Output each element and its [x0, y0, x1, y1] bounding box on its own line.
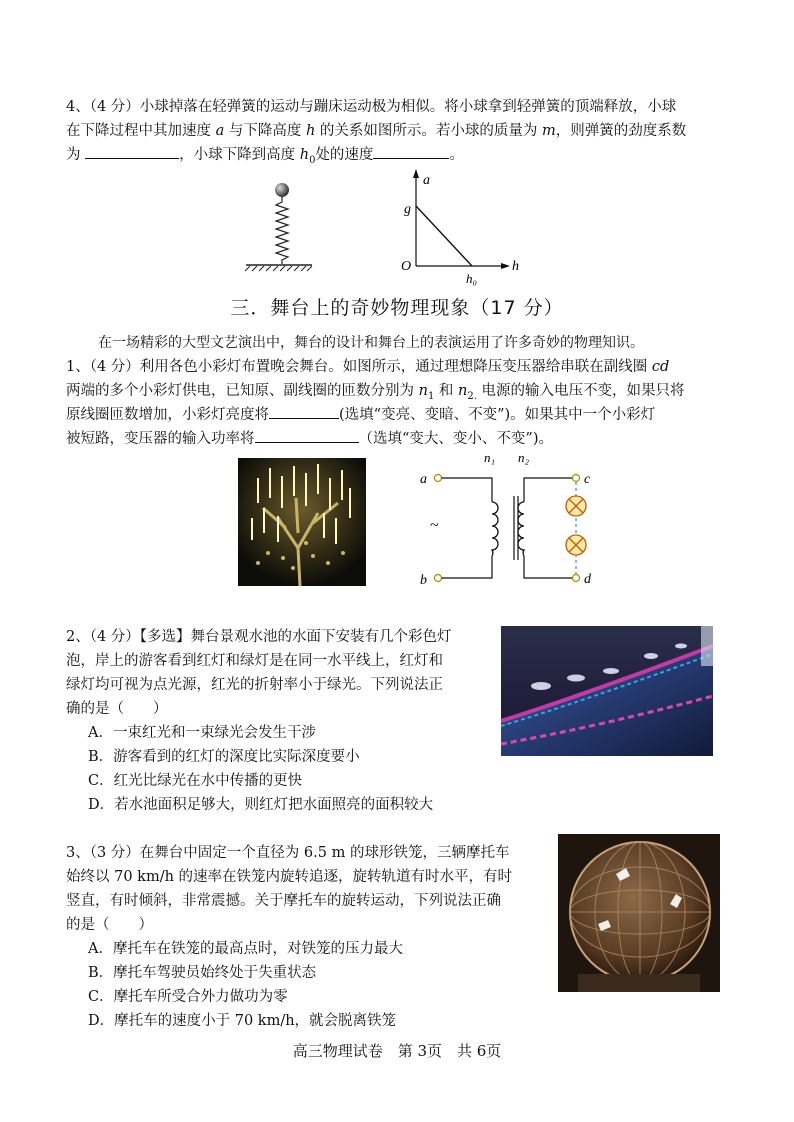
var-a: a: [215, 123, 225, 139]
terminal-b-label: b: [420, 573, 427, 588]
q4-line-2: [66, 120, 686, 142]
s3q3-option-a[interactable]: A．摩托车在铁笼的最高点时，对铁笼的压力最大: [88, 941, 403, 957]
graph-line: [416, 206, 472, 266]
q4-text: ，小球下降到高度: [179, 147, 300, 163]
ac-source-symbol: ~: [430, 517, 439, 534]
s3q1-line-4: [66, 428, 553, 450]
s3q2-option-b[interactable]: B．游客看到的红灯的深度比实际深度要小: [88, 749, 360, 765]
terminal-a: [435, 475, 442, 482]
section-intro: 在一场精彩的大型文艺演出中，舞台的设计和舞台上的表演运用了许多奇妙的物理知识。: [98, 335, 644, 351]
q4-text: 的关系如图所示。若小球的质量为: [315, 123, 543, 139]
terminal-a-label: a: [420, 472, 427, 487]
s3q3-option-c[interactable]: C．摩托车所受合外力做功为零: [88, 989, 288, 1005]
var-cd: cd: [651, 359, 670, 375]
answer-blank[interactable]: [269, 404, 339, 419]
spring: [276, 197, 288, 264]
label-h0: h₀: [466, 271, 478, 286]
sphere-cage-image: [558, 834, 720, 992]
s3q2-line-3: 绿灯均可视为点光源，红光的折射率小于绿光。下列说法正: [66, 677, 443, 693]
s3q1-text: 原线圈匝数增加，小彩灯亮度将: [66, 407, 269, 423]
s3q2-line-1: 2、（4 分）【多选】舞台景观水池的水面下安装有几个彩色灯: [66, 629, 452, 645]
s3q1-text: （选填“变大、变小、不变”)。: [358, 431, 553, 447]
page-footer: 高三物理试卷 第 3页 共 6页: [292, 1042, 502, 1060]
x-arrow: [501, 263, 510, 269]
s3q1-line-1: [66, 356, 669, 378]
label-origin: O: [401, 259, 412, 274]
s3q1-text: 两端的多个小彩灯供电，已知原、副线圈的匝数分别为: [66, 383, 419, 399]
s3q3-line-3: 竖直，有时倾斜，非常震撼。关于摩托车的旋转运动，下列说法正确: [66, 893, 501, 909]
terminal-d-label: d: [584, 572, 591, 587]
subscript: 1: [427, 390, 435, 402]
s3q1-text: 被短路，变压器的输入功率将: [66, 431, 255, 447]
answer-blank[interactable]: [255, 428, 359, 443]
spring-figure: [240, 180, 320, 272]
terminal-d: [573, 575, 580, 582]
axis-label-h: h: [512, 259, 519, 274]
var-n1: n: [418, 383, 428, 399]
s3q1-line-3: [66, 404, 655, 426]
q4-text: 。: [449, 147, 464, 163]
pool-lights-photo: [501, 626, 713, 756]
ball: [275, 183, 289, 197]
s3q2-option-c[interactable]: C．红光比绿光在水中传播的更快: [88, 773, 303, 789]
tree-lights-image: [238, 458, 366, 586]
y-arrow: [413, 169, 419, 178]
ground-hatch: [245, 266, 312, 271]
s3q1-text: (选填“变亮、变暗、不变”)。如果其中一个小彩灯: [339, 407, 656, 423]
terminal-b: [435, 575, 442, 582]
terminal-c: [573, 475, 580, 482]
axis-label-a: a: [423, 173, 430, 188]
var-h: h: [305, 123, 316, 139]
s3q3-line-4: 的是（ ）: [66, 917, 153, 933]
var-n2: n: [458, 383, 468, 399]
sphere-cage-photo: [558, 834, 720, 992]
acceleration-graph: [396, 166, 526, 286]
s3q3-option-b[interactable]: B．摩托车驾驶员始终处于失重状态: [88, 965, 317, 981]
q4-text: ，则弹簧的劲度系数: [555, 123, 687, 139]
secondary-coil: [518, 502, 524, 556]
primary-coil: [492, 502, 498, 556]
lamp-icon: [566, 535, 586, 555]
s3q3-line-1: 3、（3 分）在舞台中固定一个直径为 6.5 m 的球形铁笼，三辆摩托车: [66, 845, 510, 861]
s3q1-text: 电源的输入电压不变，如果只将: [476, 383, 685, 399]
subscript: 2.: [467, 390, 477, 402]
label-g: g: [404, 202, 411, 217]
pool-lights-image: [501, 626, 713, 756]
transformer-circuit: [418, 452, 608, 590]
s3q2-option-a[interactable]: A．一束红光和一束绿光会发生干涉: [88, 725, 316, 741]
s3q1-text: 和: [434, 383, 459, 399]
s3q3-option-d[interactable]: D．摩托车的速度小于 70 km/h，就会脱离铁笼: [88, 1013, 397, 1029]
section-title: 三．舞台上的奇妙物理现象（17 分）: [230, 297, 564, 319]
label-n2: n₂: [518, 452, 530, 465]
subscript: 0: [309, 154, 316, 166]
lamp-icon: [566, 496, 586, 516]
q4-text: 在下降过程中其加速度: [66, 123, 216, 139]
var-h0: h: [299, 147, 310, 163]
var-m: m: [542, 123, 556, 139]
terminal-c-label: c: [584, 472, 591, 487]
tree-lights-photo: [238, 458, 366, 586]
s3q3-line-2: 始终以 70 km/h 的速率在铁笼内旋转追逐，旋转轨道有时水平，有时: [66, 869, 513, 885]
answer-blank[interactable]: [373, 144, 449, 159]
answer-blank[interactable]: [85, 144, 179, 159]
q4-line-1: 4、（4 分）小球掉落在轻弹簧的运动与蹦床运动极为相似。将小球拿到轻弹簧的顶端释放，小球: [66, 99, 677, 115]
s3q1-text: 1、（4 分）利用各色小彩灯布置晚会舞台。如图所示，通过理想降压变压器给串联在副线圈: [66, 359, 652, 375]
s3q2-line-2: 泡，岸上的游客看到红灯和绿灯是在同一水平线上，红灯和: [66, 653, 443, 669]
s3q2-option-d[interactable]: D．若水池面积足够大，则红灯把水面照亮的面积较大: [88, 797, 434, 813]
s3q2-line-4: 确的是（ ）: [66, 701, 168, 717]
label-n1: n₁: [484, 452, 496, 465]
q4-text: 处的速度: [315, 147, 374, 163]
q4-text: 为: [66, 147, 86, 163]
q4-text: 与下降高度: [224, 123, 306, 139]
